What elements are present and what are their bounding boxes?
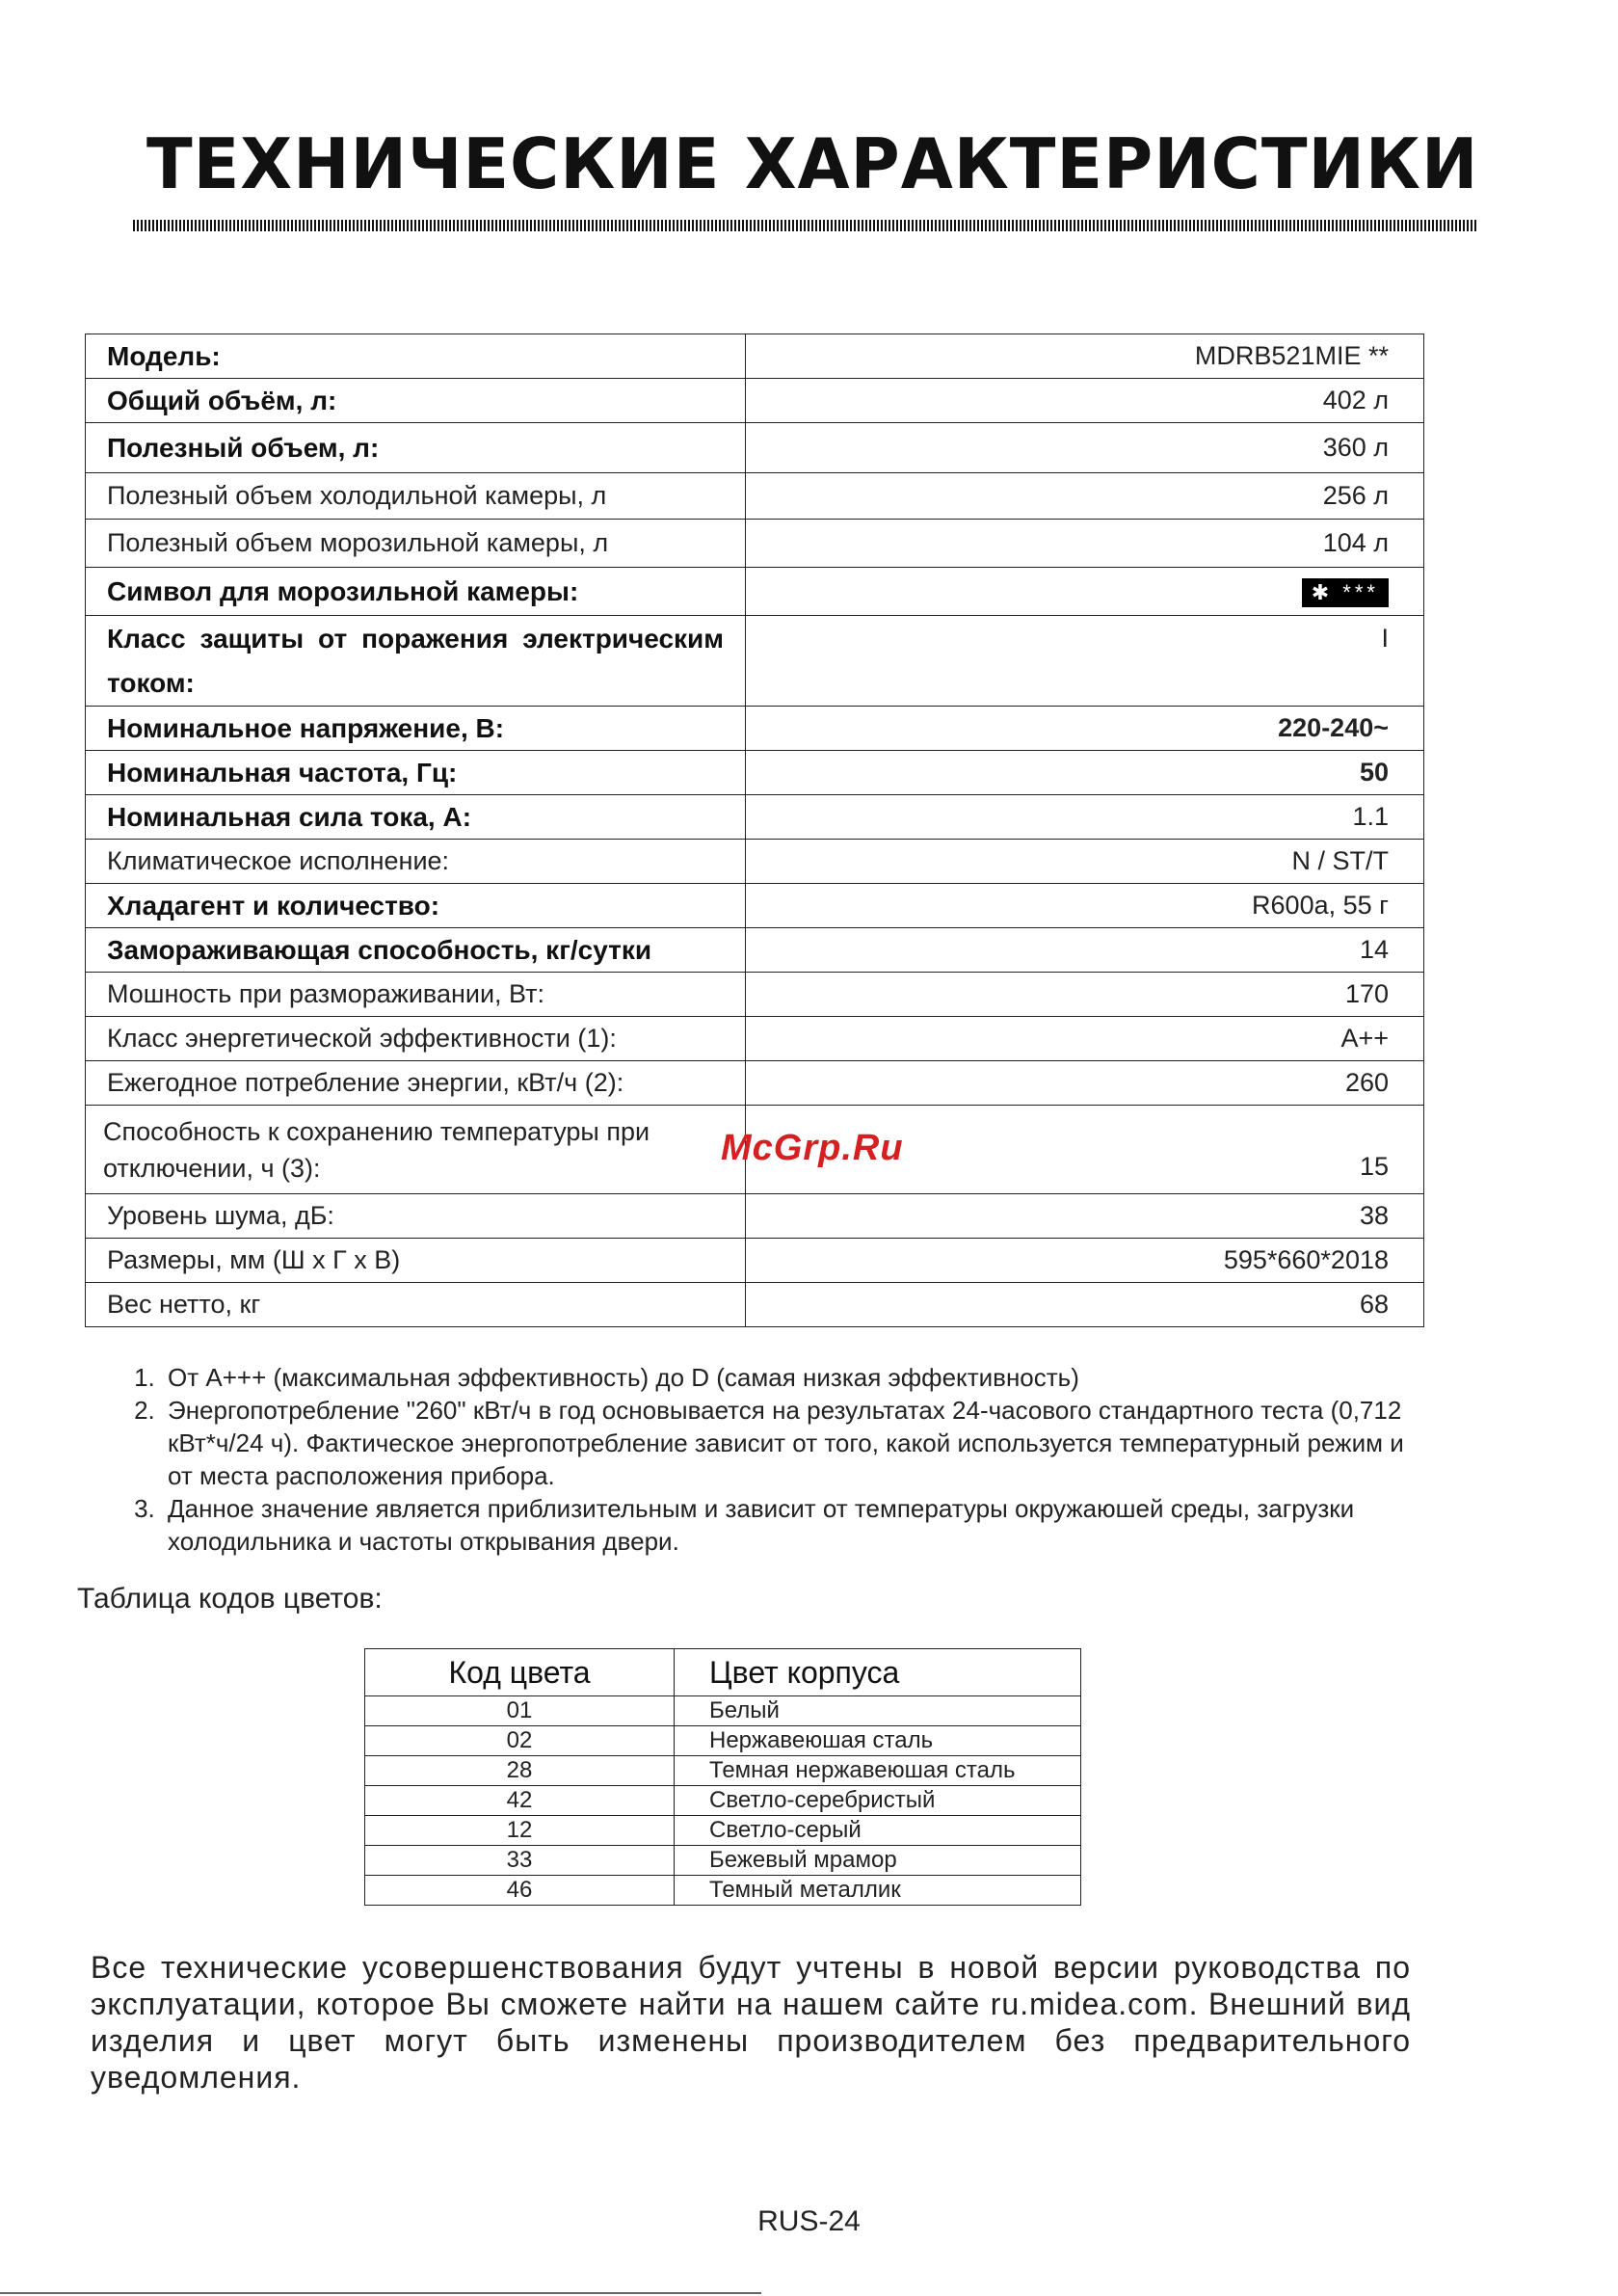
- spec-row: [86, 795, 1424, 840]
- spec-key: Полезный объем морозильной камеры, л: [86, 520, 746, 568]
- footnote-item: 2. Энергопотребление "260" кВт/ч в год основывается на результатах 24-часового стандартного теста (0,712 кВт*ч/24 ч). Фактическое энергопотребление зависит от того, какой используется температурный режим и от места расположения прибора.: [162, 1394, 1415, 1492]
- page-title: ТЕХНИЧЕСКИЕ ХАРАКТЕРИСТИКИ: [146, 123, 1479, 204]
- color-code: 33: [365, 1846, 675, 1876]
- spec-value: 68: [746, 1283, 1424, 1327]
- color-code: 28: [365, 1756, 675, 1786]
- table-row: [365, 1846, 1081, 1876]
- table-row: [365, 1696, 1081, 1726]
- spec-row: [86, 973, 1424, 1017]
- color-code: 42: [365, 1786, 675, 1816]
- footnotes-list: [125, 1361, 1415, 1558]
- spec-key: Климатическое исполнение:: [86, 840, 746, 884]
- page-number: RUS-24: [757, 2205, 861, 2237]
- spec-key: Общий объём, л:: [86, 379, 746, 423]
- table-row: [365, 1786, 1081, 1816]
- spec-value: 15: [746, 1106, 1424, 1194]
- spec-value: 50: [746, 751, 1424, 795]
- spec-value: 402 л: [746, 379, 1424, 423]
- table-row: [365, 1876, 1081, 1906]
- color-code: 02: [365, 1726, 675, 1756]
- spec-key: Ежегодное потребление энергии, кВт/ч (2):: [86, 1061, 746, 1106]
- spec-value: [746, 568, 1424, 616]
- color-name: Бежевый мрамор: [675, 1846, 1081, 1876]
- spec-row: [86, 1283, 1424, 1327]
- spec-row: [86, 616, 1424, 707]
- spec-value: 220-240~: [746, 707, 1424, 751]
- color-code: 12: [365, 1816, 675, 1846]
- color-name: Нержавеюшая сталь: [675, 1726, 1081, 1756]
- column-header-color: Цвет корпуса: [675, 1649, 1081, 1696]
- color-name: Темная нержавеюшая сталь: [675, 1756, 1081, 1786]
- spec-key: Хладагент и количество:: [86, 884, 746, 928]
- color-name: Темный металлик: [675, 1876, 1081, 1906]
- spec-key: Полезный объем холодильной камеры, л: [86, 473, 746, 520]
- color-name: Светло-серебристый: [675, 1786, 1081, 1816]
- color-name: Светло-серый: [675, 1816, 1081, 1846]
- spec-value: 260: [746, 1061, 1424, 1106]
- specifications-table: [85, 334, 1424, 1327]
- table-header-row: [365, 1649, 1081, 1696]
- spec-key: Мошность при размораживании, Вт:: [86, 973, 746, 1017]
- color-name: Белый: [675, 1696, 1081, 1726]
- spec-value: 14: [746, 928, 1424, 973]
- table-row: [365, 1816, 1081, 1846]
- spec-value: A++: [746, 1017, 1424, 1061]
- spec-row: [86, 423, 1424, 473]
- spec-value: N / ST/T: [746, 840, 1424, 884]
- spec-value: R600a, 55 г: [746, 884, 1424, 928]
- color-code: 01: [365, 1696, 675, 1726]
- spec-key: Класс защиты от поражения электрическим током:: [86, 616, 746, 707]
- color-code: 46: [365, 1876, 675, 1906]
- spec-row: [86, 751, 1424, 795]
- freezer-star-rating-icon: ✱ ***: [1302, 578, 1389, 607]
- spec-row: [86, 1061, 1424, 1106]
- column-header-code: Код цвета: [365, 1649, 675, 1696]
- table-row: [365, 1756, 1081, 1786]
- spec-row: [86, 707, 1424, 751]
- spec-key: Замораживающая способность, кг/сутки: [86, 928, 746, 973]
- spec-row: [86, 334, 1424, 379]
- spec-row: [86, 884, 1424, 928]
- spec-row: [86, 1017, 1424, 1061]
- spec-key: Класс энергетической эффективности (1):: [86, 1017, 746, 1061]
- spec-key: Символ для морозильной камеры:: [86, 568, 746, 616]
- spec-key: Номинальная частота, Гц:: [86, 751, 746, 795]
- spec-key: Номинальная сила тока, А:: [86, 795, 746, 840]
- disclaimer-paragraph: Все технические усовершенствования будут учтены в новой версии руководства по эксплуатации, которое Вы сможете найти на нашем сайте ru.midea.com. Внешний вид изделия и цвет могут быть изменены производителем без предварительного уведомления.: [91, 1950, 1411, 2095]
- spec-value: 256 л: [746, 473, 1424, 520]
- spec-value: I: [746, 616, 1424, 707]
- spec-value: 360 л: [746, 423, 1424, 473]
- spec-row: [86, 1239, 1424, 1283]
- spec-row: [86, 473, 1424, 520]
- spec-key: Способность к сохранению температуры при отключении, ч (3):: [86, 1106, 746, 1194]
- color-codes-table: [364, 1648, 1081, 1906]
- footnote-item: 1. От A+++ (максимальная эффективность) до D (самая низкая эффективность): [162, 1361, 1415, 1394]
- spec-value: 1.1: [746, 795, 1424, 840]
- spec-value: MDRB521MIE **: [746, 334, 1424, 379]
- footnote-item: 3. Данное значение является приблизительным и зависит от температуры окружаюшей среды, загрузки холодильника и частоты открывания двери.: [162, 1492, 1415, 1558]
- colors-table-caption: Таблица кодов цветов:: [77, 1583, 383, 1615]
- spec-key: Вес нетто, кг: [86, 1283, 746, 1327]
- spec-key: Номинальное напряжение, В:: [86, 707, 746, 751]
- title-underline-rule: [133, 220, 1478, 231]
- spec-value: 595*660*2018: [746, 1239, 1424, 1283]
- spec-row: [86, 520, 1424, 568]
- table-row: [365, 1726, 1081, 1756]
- spec-key: Размеры, мм (Ш х Г х В): [86, 1239, 746, 1283]
- spec-row: [86, 1194, 1424, 1239]
- spec-row: [86, 928, 1424, 973]
- spec-row: [86, 840, 1424, 884]
- spec-row: [86, 379, 1424, 423]
- spec-value: 38: [746, 1194, 1424, 1239]
- footer-divider: [0, 2292, 761, 2294]
- spec-row: [86, 568, 1424, 616]
- spec-value: 170: [746, 973, 1424, 1017]
- spec-key: Полезный объем, л:: [86, 423, 746, 473]
- spec-key: Модель:: [86, 334, 746, 379]
- watermark: McGrp.Ru: [721, 1128, 904, 1168]
- spec-value: 104 л: [746, 520, 1424, 568]
- spec-key: Уровень шума, дБ:: [86, 1194, 746, 1239]
